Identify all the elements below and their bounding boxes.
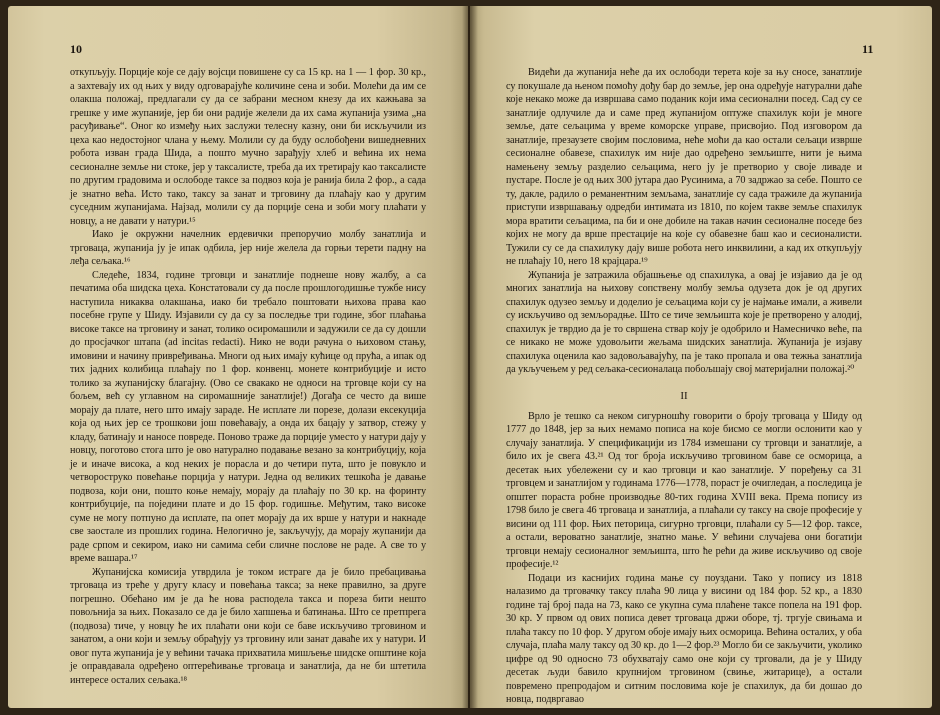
right-page-text <box>506 66 862 707</box>
right-paragraph-1: Видећи да жупанија неће да их ослободи терета које за њу сносе, занатлије су покушале да њеном помоћу дођу бар до земље, јер она одређује натурални даће које некако може да извршава само поданик који има сесионални посед. Сад су се занатлије одлучиле да и саме пред жупанијом оптуже спахилук који је многе земље, дате сељацима у време коморске управе, присвојио. Под изговором да занатлије, презаузете својим пословима, неће моћи да као остали сељаци изврше сесионалне обавезе, спахилук им није дао одређено земљиште, нити је њима намењену земљу разделио сељацима, него ју је претворио у своје ливаде и пустаре. После је од њих 300 јутара дао Русинима, а 70 задржао за себе. Пошто се ту, дакле, радило о реманентним земљама, занатлије су сада тражиле да жупанија приступи извршавању одредби интимата из 1810, по којем такве земље спахилук мора вратити сељацима, па би и оне добиле на такав начин сесионалне поседе без којих не могу да врше престације на које су обавезне баш као и сесионалисти. Тужили су се да спахилуку дају више робота него инквилини, а кад их откупљују не плаћају 10, него 18 крајцара.¹⁹ <box>506 67 862 267</box>
left-paragraph-3: Следеће, 1834, године трговци и занатлије поднеше нову жалбу, а са печатима оба шидска цеха. Констатовали су да после прошлогодишње тужбе нису наступила никаква олакшања, иако би требало поштовати њихова права као посебне групе у Шиду. Изјавили су да су за последње три године, због плаћања високе таксе на трговину и занат, толико осиромашили и задужили се да су дошли до просјачког штапа (ad incitas redacti). Нико не води рачуна о њиховом стању, имовини и начину привређивања. Многи од њих имају кућице од прућа, а ипак од тих јадних колибица плаћају по 1 фор. конвенц. монете контрибуције и исто толико за жупанијску благајну. (Ово се свакако не односи на трговце који су на бољем, већ су углавном на сиромашније занатлије!) Догађа се често да више морају да плате, него што имају зараде. Не исплате ли порезе, долази ексекуција која од њих јер се трошкови још повећавају, а онда их бацају у затвор, стежу у кладу, батинају и наносе повреде. Поново траже да порције уместо у натури дају у новцу, поготово стога што је ово натурално подавање везано за контрибуцију, која је и иначе висока, а код неких је порасла и до четири пута, што је повукло и четвороструко повећање порција у натури. Једна од великих тешкоћа је давање подвоза, који они, пошто коње немају, морају да плаћају по 30 кр. на форинту контрибуције, па поједини плате и до 15 фор. годишње. Међутим, тако високе суме не могу потпуно да исплате, па опет морају да их врше у натури и накнаде све заостале из прошлих година. Нелогично је, закључују, да морају жупанији да раде српом и секиром, иако ни самима себи сличне послове не раде. А све то у време вашара.¹⁷ <box>70 269 426 564</box>
right-page <box>470 6 932 708</box>
left-paragraph-1: откупљују. Порције које се дају војсци повишене су са 15 кр. на 1 — 1 фор. 30 кр., а захтевају их од њих у виду одговарајуће количине сена и зоби. Молећи да им се олакша положај, предлагали су да се забрани месном кнезу да их кажњава за грешке у име жупаније, јер би они радије желели да их сама жупанија узима „на расуђивање“. Оног ко између њих заслужи телесну казну, они би искључили из цеха као недостојног члана у њему. Молили су да буду ослобођени вишедневних робота изван града Шида, а пошто мучно зарађују хлеб и већина их нема сесионалне земље ни стоке, јер у таксалисте, треба да их третирају као таксалисте по другим градовима и ослободе таксе за подвоз која је ранија била 2 фор., а сада је знатно већа. Исто тако, таксу за занат и трговину да плаћају као у другим суседним жупанијама. Најзад, молили су да порције сена и зоби могу плаћати у новцу, а не давати у натури.¹⁵ <box>70 67 426 227</box>
left-paragraph-2: Иако је окружни начелник ердевички препоручио молбу занатлија и трговаца, жупанија ју је ипак одбила, јер није желела да горњи терети падну на леђа сељака.¹⁶ <box>70 229 426 267</box>
section-heading: II <box>680 389 688 402</box>
left-paragraph-4: Жупанијска комисија утврдила је током истраге да је било пребацивања трговаца из треће у другу класу и повећања такса; за неке правилно, за друге погрешно. Обећано им је да ће нова расподела такса и пореза бити нешто повољнија за њих. Показало се да је било хапшења и батинања. Што се претпрега (подвоза) тиче, у новцу ће их плаћати они који се баве искључиво трговином и занатом, а они који и земљу обрађују уз трговину или занат даваће их у натури. И овог пута жупанија је у већини тачака прихватила мишљење шидске општине која је оправдавала одређено оптерећивање трговаца и занатлија, да не би штетила интересе осталих сељака.¹⁸ <box>70 566 426 686</box>
right-paragraph-4: Подаци из каснијих година мање су поуздани. Тако у попису из 1818 налазимо да трговачку таксу плаћа 90 лица у висини од 184 фор. 52 кр., а 1830 године тај број пада на 73, како се укупна сума плаћене таксе попела на 191 фор. 30 кр. У првом од ових пописа девет трговаца држи оборе, тј. тргује свињама и плаћа таксу по 10 фор. У другом обоје имају њих осморица. Већина осталих, у оба случаја, плаћа малу таксу од 30 кр. до 1—2 фор.²³ Могло би се закључити, уколико цифре од 90 односно 73 обухватају само оне који су трговали, да је у Шиду десетак људи бавило крупнијом трговином (свиње, житарице), а остали повремено препродајом и ситним пословима које је спахилук, да би дошао до новца, подвргавао <box>506 572 862 705</box>
right-paragraph-2: Жупанија је затражила објашњење од спахилука, а овај је изјавио да је од многих занатлија на њихову сопствену молбу земља одузета док је од других спахилук одузео земљу и доделио је сељацима који су је најмање имали, а живели су искључиво од земљорадње. Што се тиче земљишта које је претворено у алодиј, спахилук је тврдио да је то свршена ствар коју је одобрило и Намесничко веће, па се никако не може удовољити жељама шидских занатлија. Жупанија је изјаву спахилука оценила као задовољавајућу, па је тако пропала и ова тежња занатлија да укључењем у ред сељака-сесионалаца побољшају свој материјални положај.²⁰ <box>506 269 862 375</box>
right-paragraph-3: Врло је тешко са неком сигурношћу говорити о броју трговаца у Шиду од 1777 до 1848, јер за њих немамо пописа на које бисмо се могли ослонити као у случају занатлија. У спецификацији из 1784 измешани су трговци и занатлије, а било их је свега 43.²¹ Од тог броја искључиво трговином баве се осморица, а десетак њих убележени су и као трговци и као занатлије. У поређењу са 31 трговцем и занатлијом у годинама 1776—1778, пораст је очигледан, а последица је општег пораста робне производње 80-тих година XVIII века. Према попису из 1798 било је свега 46 трговаца и занатлија, а плаћали су таксу на своје професије у висини од 111 фор. Њих петорица, сигурно трговци, плаћали су 5—12 фор. таксе, а остали, вероватно занатлије, знатно мање. У већини случајева они богатији трговци немају сесионалног земљишта, што ће рећи да живе искључиво од своје професије.¹² <box>506 410 862 570</box>
right-page-number: 11 <box>862 42 874 56</box>
left-page <box>8 6 468 708</box>
book-gutter <box>462 6 478 708</box>
left-page-text <box>70 66 426 687</box>
left-page-number: 10 <box>70 42 82 56</box>
